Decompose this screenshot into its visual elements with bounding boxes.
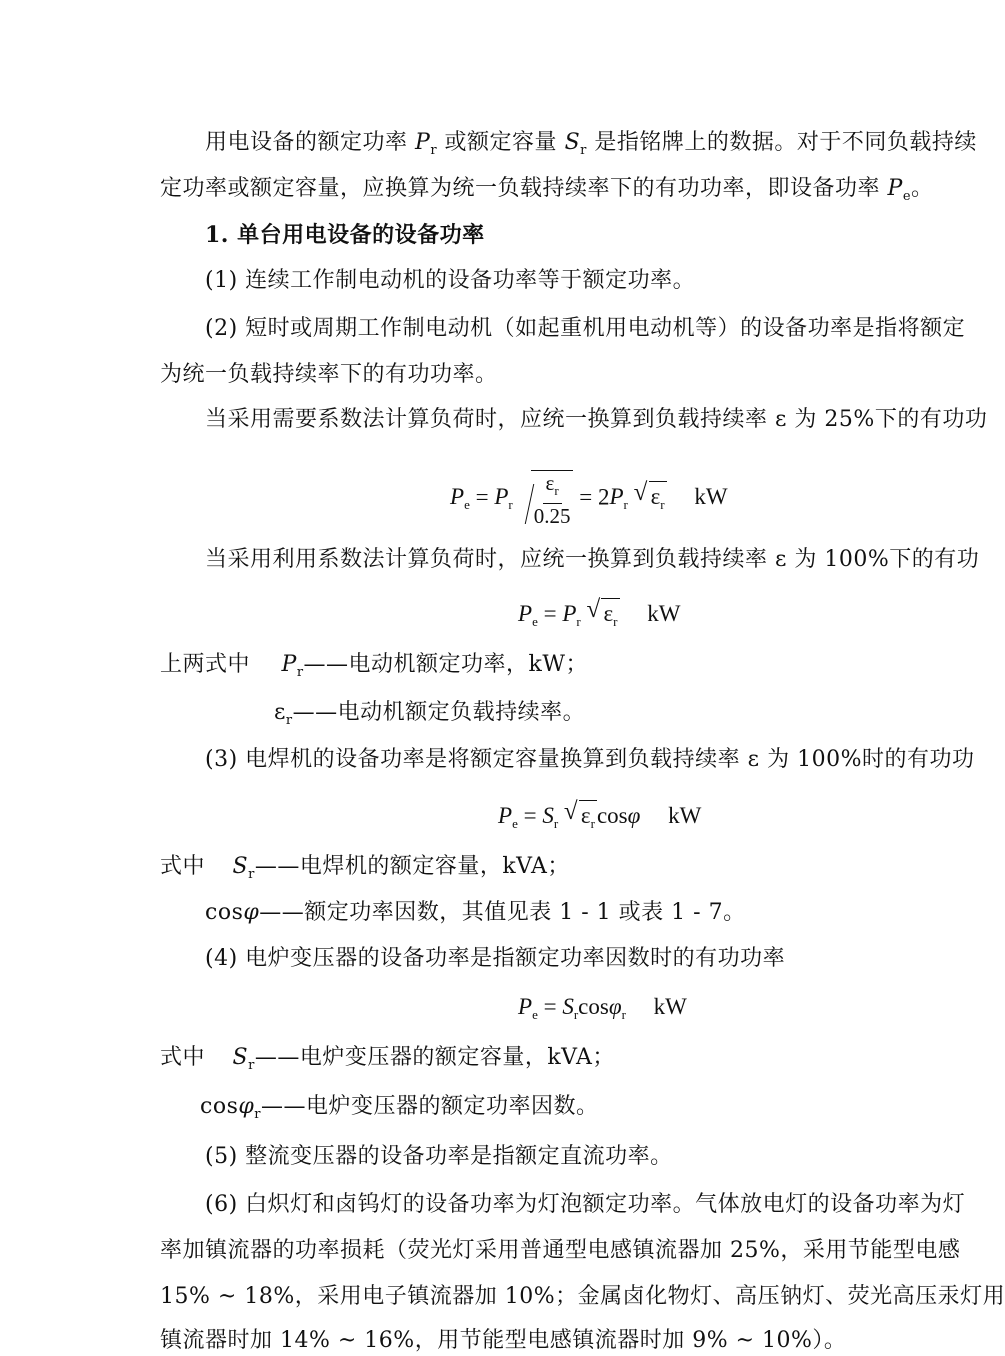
text: ——电炉变压器的额定功率因数。	[260, 1094, 599, 1119]
text: 当采用需要系数法计算负荷时，应统一换算到负载持续率	[205, 407, 768, 432]
text: ——额定功率因数，其值见表 1 - 1 或表 1 - 7。	[259, 900, 746, 925]
item-1: (1) 连续工作制电动机的设备功率等于额定功率。	[205, 268, 696, 293]
where-2-sr: 式中 $S_r——$电焊机的额定容量，kVA；	[160, 854, 570, 882]
text: ——电焊机的额定容量，kVA；	[254, 854, 570, 879]
formula-demand: $P_e = P_r$ $\frac{\varepsilon_r}{0.25}$ = $2P_r$ √ $\varepsilon_r$ kW	[450, 470, 728, 528]
where-3-cos: cosφ$_r$——电炉变压器的额定功率因数。	[200, 1094, 599, 1122]
item-2-line-1: (2) 短时或周期工作制电动机（如起重机用电动机等）的设备功率是指将额定	[205, 316, 966, 341]
formula-utilization: $P_e = P_r$ √ $\varepsilon_r$ kW	[518, 598, 680, 637]
formula-welder: $P_e = S_r$ √ $\varepsilon_r\cos\varphi$ kW	[498, 800, 701, 839]
text: 用电设备的额定功率	[205, 130, 408, 155]
intro-line-2: 定功率或额定容量，应换算为统一负载持续率下的有功功率，即设备功率 $P_e$。	[160, 176, 934, 204]
epsilon: ε	[775, 547, 787, 572]
symbol-pr: $P_r$	[415, 130, 438, 158]
intro-line-1	[205, 128, 977, 166]
where-1-pr: 上两式中 $P_r——$电动机额定功率，kW；	[160, 652, 588, 680]
symbol-pe: $P_e$	[887, 176, 912, 204]
item-6-line-1: (6) 白炽灯和卤钨灯的设备功率为灯泡额定功率。气体放电灯的设备功率为灯	[205, 1192, 966, 1217]
item-2-line-2: 为统一负载持续率下的有功功率。	[160, 362, 498, 387]
symbol-sr: $S_r$	[564, 130, 587, 158]
demand-factor-line	[205, 405, 987, 435]
where-2-cos: cosφ——额定功率因数，其值见表 1 - 1 或表 1 - 7。	[205, 900, 746, 925]
epsilon: ε	[747, 747, 760, 772]
text: 为 100%下的有功	[794, 547, 980, 572]
text: 为 25%下的有功功	[794, 407, 988, 432]
item-5: (5) 整流变压器的设备功率是指额定直流功率。	[205, 1144, 673, 1169]
formula-furnace: $P_e = S_r\cos\varphi_r$ kW	[518, 994, 687, 1022]
text: (3) 电焊机的设备功率是将额定容量换算到负载持续率	[205, 747, 741, 772]
text: 是指铭牌上的数据。对于不同负载持续	[594, 130, 977, 155]
epsilon: ε	[775, 407, 787, 432]
item-4: (4) 电炉变压器的设备功率是指额定功率因数时的有功功率	[205, 946, 786, 971]
item-6-line-2: 率加镇流器的功率损耗（荧光灯采用普通型电感镇流器加 25%，采用节能型电感	[160, 1238, 961, 1263]
item-6-line-4: 镇流器时加 14% ~ 16%，用节能型电感镇流器时加 9% ~ 10%）。	[160, 1328, 847, 1353]
item-6-line-3: 15% ~ 18%，采用电子镇流器加 10%；金属卤化物灯、高压钠灯、荧光高压汞灯用	[160, 1284, 1005, 1309]
text: 为 100%时的有功功	[767, 747, 975, 772]
text: 上两式中	[160, 652, 251, 677]
text: ——电炉变压器的额定容量，kVA；	[254, 1045, 615, 1070]
section-heading: 1. 单台用电设备的设备功率	[205, 222, 485, 248]
text: 式中	[160, 854, 206, 879]
text: 定功率或额定容量，应换算为统一负载持续率下的有功功率，即设备功率	[160, 176, 881, 201]
text: 当采用利用系数法计算负荷时，应统一换算到负载持续率	[205, 547, 768, 572]
where-3-sr: 式中 $S_r——$电炉变压器的额定容量，kVA；	[160, 1045, 615, 1073]
text: 式中	[160, 1045, 206, 1070]
where-1-er: $\varepsilon_r——$电动机额定负载持续率。	[274, 700, 586, 728]
text: ——电动机额定负载持续率。	[292, 700, 586, 725]
utilization-factor-line	[205, 545, 979, 575]
item-3	[205, 745, 974, 775]
text: 或额定容量	[444, 130, 558, 155]
text: ——电动机额定功率，kW；	[303, 652, 588, 677]
